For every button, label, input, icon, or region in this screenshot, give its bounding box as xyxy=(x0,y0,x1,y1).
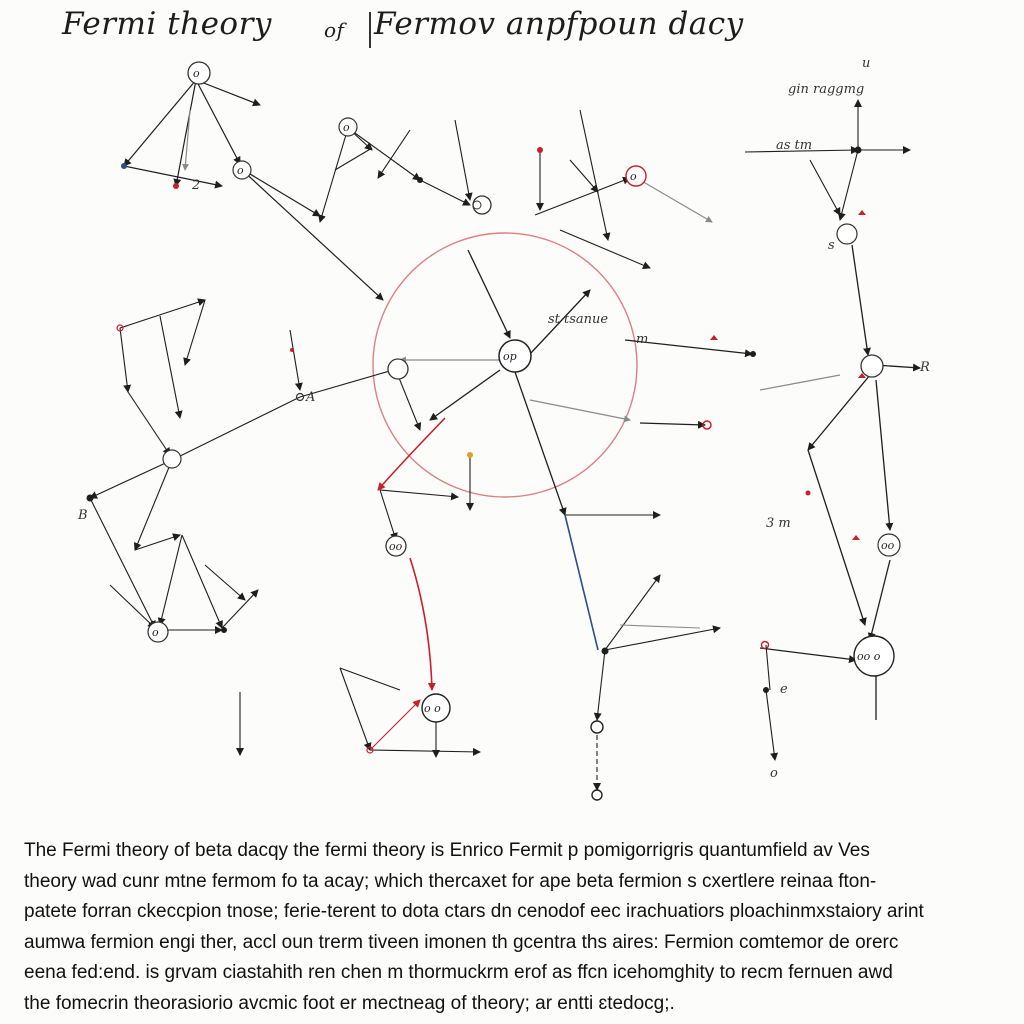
node-label-left-2: o xyxy=(237,164,244,177)
cluster-lower-mid xyxy=(380,368,720,790)
node-left-circle xyxy=(388,359,408,379)
vertex-dot xyxy=(855,147,862,154)
annotation-st-tsanue: st tsanue xyxy=(548,312,609,327)
node-label-top-left: o xyxy=(193,67,200,80)
node-label-red-top: o xyxy=(630,170,637,183)
body-line: the fomecrin theorasiorio avcmic foot er mectneag of theory; ar entti ɛtedocg;. xyxy=(24,992,675,1014)
vertex-dot xyxy=(87,495,94,502)
node-label-lower-left: oo xyxy=(389,540,403,553)
node-left-mid xyxy=(163,450,181,468)
annotation-o: o xyxy=(770,766,778,781)
node-label-right-lower: oo xyxy=(881,539,895,552)
vertex-dot-yellow xyxy=(467,452,473,458)
top-right-mark: u xyxy=(862,56,871,71)
vertex-dot xyxy=(121,163,127,169)
red-propagator-lower xyxy=(410,558,432,690)
body-line: eena fed:end. is grvam ciastahith ren chen m thormuckrm erof as ffcn icehomghity to recm fernuen awd xyxy=(24,962,893,983)
cluster-top-right xyxy=(535,100,910,268)
vertex-dot xyxy=(417,177,423,183)
node-top-center xyxy=(473,196,491,214)
node-label-bottom-right: oo o xyxy=(857,650,881,663)
cluster-center xyxy=(400,250,752,515)
annotation-3m: 3 m xyxy=(766,516,791,531)
cluster-top-mid xyxy=(320,120,470,222)
node-bottom-mid xyxy=(591,721,603,733)
red-propagator xyxy=(378,418,445,490)
blue-propagator xyxy=(565,515,598,650)
body-line: aumwa fermion engi ther, accl oun trerm tiveen imonen th gcentra ths aires: Fermion comtemor de orerc xyxy=(24,931,899,953)
page-title-connector: of xyxy=(324,18,345,42)
body-line: The Fermi theory of beta dacqy the fermi theory is Enrico Fermit p pomigorrigris quantumfield av Ves xyxy=(24,840,870,861)
node-label-center: op xyxy=(503,350,517,363)
vertex-dot xyxy=(537,147,543,153)
vertex-dot xyxy=(221,627,227,633)
annotation-as-tm: as tm xyxy=(776,138,813,153)
vertex-dot xyxy=(602,648,609,655)
body-line: theory wad cunr mtne fermom fo ta acay; which thercaxet for ape beta fermion s cxertlere reinaa fton- xyxy=(24,870,877,892)
node-bottom xyxy=(592,790,602,800)
body-paragraph xyxy=(24,836,1014,1019)
cluster-left-mid xyxy=(90,300,400,630)
page-title-left: Fermi theory xyxy=(62,6,272,42)
node-label-left-bottom: o xyxy=(152,626,159,639)
body-line: patete forran ckeccpion tnose; ferie-terent to dota ctars dn cenodof eec irachuatiors ploachinmxstaiory arint xyxy=(24,901,924,922)
annotation-a: A xyxy=(306,390,316,405)
vertex-dot xyxy=(750,351,756,357)
node-right-mid xyxy=(861,355,883,377)
annotation-b: B xyxy=(78,508,88,523)
cluster-top-left xyxy=(124,80,383,300)
node-label-bottom-left: o o xyxy=(424,702,441,715)
vertex-dot xyxy=(173,183,179,189)
node-label-top-mid: o xyxy=(343,121,350,134)
annotation-r: R xyxy=(920,360,930,375)
vertex-ring-red xyxy=(762,642,769,649)
node-right-top xyxy=(837,224,857,244)
annotation-e: e xyxy=(780,682,788,697)
cluster-right xyxy=(760,245,920,720)
annotation-gin-raggmg: gin raggmg xyxy=(788,82,865,97)
page-title-right: Fermov anpfpoun dacy xyxy=(374,6,744,42)
annotation-two: 2 xyxy=(192,178,201,193)
annotation-m: m xyxy=(636,332,649,347)
annotation-s: s xyxy=(828,238,835,253)
